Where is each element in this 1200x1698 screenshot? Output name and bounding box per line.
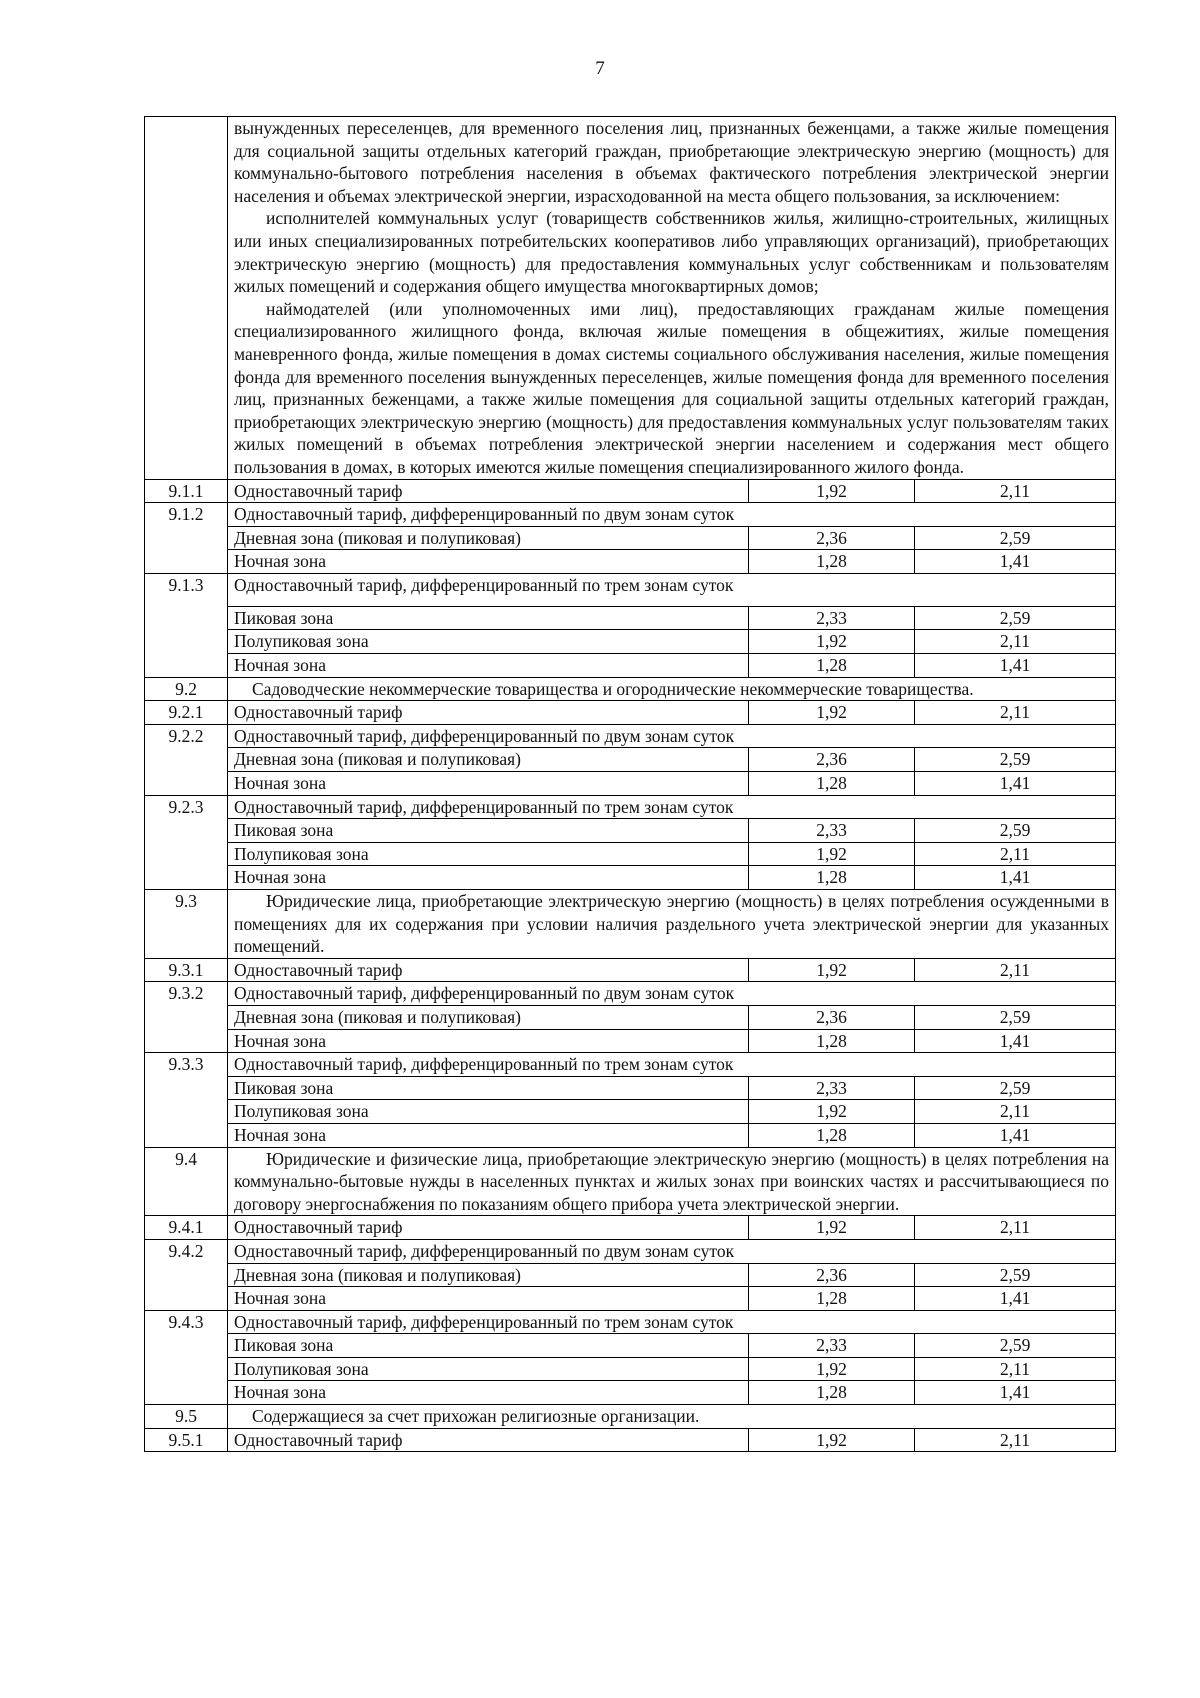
value-2: 2,11 [915,1357,1116,1381]
value-1: 2,36 [749,526,915,550]
table-row [145,1381,1116,1405]
tariff-label: Одноставочный тариф, дифференцированный по двум зонам суток [228,1239,1116,1263]
zone-label: Ночная зона [228,1287,749,1311]
zone-label: Полупиковая зона [228,630,749,654]
intro-text [228,117,1116,480]
value-1: 2,33 [749,1076,915,1100]
table-row [145,630,1116,654]
table-row [145,1428,1116,1452]
value-2: 2,11 [915,701,1116,725]
table-row [145,1123,1116,1147]
value-1: 1,92 [749,1357,915,1381]
value-1: 1,28 [749,772,915,796]
section-title: Садоводческие некоммерческие товарищества и огороднические некоммерческие товарищества. [228,677,1116,701]
zone-label: Ночная зона [228,1029,749,1053]
value-1: 1,28 [749,550,915,574]
item-number: 9.2.3 [145,795,228,889]
value-1: 2,36 [749,1263,915,1287]
table-row [145,701,1116,725]
table-row [145,982,1116,1006]
value-1: 1,92 [749,479,915,503]
page-number: 7 [595,58,605,79]
value-2: 1,41 [915,1381,1116,1405]
zone-label: Ночная зона [228,1123,749,1147]
zone-label: Ночная зона [228,654,749,678]
table-row [145,1334,1116,1358]
value-1: 1,92 [749,958,915,982]
intro-paragraph: вынужденных переселенцев, для временного поселения лиц, признанных беженцами, а также жилые помещения для социальной защиты отдельных категорий граждан, приобретающие электрическую энергию (мощность) для коммунально-бытового потребления населения в объемах фактического потребления электрической энергии населения и объемах электрической энергии, израсходованной на места общего пользования, за исключением: [234,118,1110,206]
zone-label: Пиковая зона [228,1334,749,1358]
zone-label: Пиковая зона [228,819,749,843]
zone-label: Полупиковая зона [228,842,749,866]
table-row [145,526,1116,550]
value-1: 1,28 [749,1029,915,1053]
intro-row [145,117,1116,480]
item-number: 9.1.2 [145,503,228,574]
table-row [145,1357,1116,1381]
tariff-label: Одноставочный тариф [228,958,749,982]
item-number: 9.5 [145,1405,228,1429]
table-row [145,724,1116,748]
section-title: Юридические и физические лица, приобретающие электрическую энергию (мощность) в целях потребления на коммунально-бытовые нужды в населенных пунктах и жилых зонах при воинских частях и рассчитывающиеся по договору энергоснабжения по показаниям общего прибора учета электрической энергии. [228,1147,1116,1216]
table-row [145,1263,1116,1287]
value-1: 1,92 [749,1216,915,1240]
value-1: 1,92 [749,701,915,725]
item-number: 9.5.1 [145,1428,228,1452]
table-row [145,550,1116,574]
value-1: 1,28 [749,1381,915,1405]
item-number: 9.3.3 [145,1053,228,1147]
item-number: 9.4.1 [145,1216,228,1240]
table-row [145,654,1116,678]
value-1: 1,92 [749,1428,915,1452]
item-number: 9.2.1 [145,701,228,725]
item-number: 9.1.3 [145,573,228,677]
tariff-label: Одноставочный тариф, дифференцированный по трем зонам суток [228,795,1116,819]
value-1: 1,28 [749,1287,915,1311]
table-row [145,1287,1116,1311]
value-2: 1,41 [915,772,1116,796]
table-row [145,1216,1116,1240]
tariff-label: Одноставочный тариф, дифференцированный по двум зонам суток [228,503,1116,527]
section-row [145,1147,1116,1216]
value-1: 2,36 [749,748,915,772]
zone-label: Пиковая зона [228,606,749,630]
value-1: 2,33 [749,1334,915,1358]
section-title: Содержащиеся за счет прихожан религиозные организации. [228,1405,1116,1429]
value-1: 1,28 [749,654,915,678]
value-1: 1,92 [749,630,915,654]
item-number: 9.2.2 [145,724,228,795]
table-row [145,1029,1116,1053]
value-2: 2,11 [915,479,1116,503]
value-2: 2,59 [915,1263,1116,1287]
table-row [145,1005,1116,1029]
zone-label: Дневная зона (пиковая и полупиковая) [228,1263,749,1287]
tariff-label: Одноставочный тариф, дифференцированный по трем зонам суток [228,573,1116,606]
item-number: 9.1.1 [145,479,228,503]
table-row [145,1239,1116,1263]
section-row [145,1405,1116,1429]
table-row [145,842,1116,866]
table-row [145,1310,1116,1334]
value-1: 2,33 [749,819,915,843]
zone-label: Пиковая зона [228,1076,749,1100]
tariff-label: Одноставочный тариф [228,701,749,725]
zone-label: Дневная зона (пиковая и полупиковая) [228,526,749,550]
zone-label: Дневная зона (пиковая и полупиковая) [228,1005,749,1029]
zone-label: Полупиковая зона [228,1100,749,1124]
value-2: 2,11 [915,1216,1116,1240]
value-2: 2,11 [915,842,1116,866]
value-2: 2,11 [915,1428,1116,1452]
table-row [145,479,1116,503]
tariff-label: Одноставочный тариф, дифференцированный по трем зонам суток [228,1310,1116,1334]
table-row [145,1076,1116,1100]
tariff-label: Одноставочный тариф [228,479,749,503]
value-2: 2,11 [915,1100,1116,1124]
table-row [145,958,1116,982]
intro-paragraph: наймодателей (или уполномоченных ими лиц), предоставляющих гражданам жилые помещения специализированного жилищного фонда, включая жилые помещения в общежитиях, жилые помещения маневренного фонда, жилые помещения в домах системы социального обслуживания населения, жилые помещения фонда для временного поселения вынужденных переселенцев, жилые помещения фонда для временного поселения лиц, признанных беженцами, а также жилые помещения для социальной защиты отдельных категорий граждан, приобретающих электрическую энергию (мощность) для предоставления коммунальных услуг пользователям таких жилых помещений в объемах потребления электрической энергии населением и содержания мест общего пользования в домах, в которых имеются жилые помещения специализированного жилого фонда. [234,298,1110,477]
item-number: 9.4.3 [145,1310,228,1404]
value-2: 2,59 [915,1005,1116,1029]
zone-label: Ночная зона [228,772,749,796]
value-2: 2,59 [915,748,1116,772]
table-row [145,1100,1116,1124]
value-2: 1,41 [915,866,1116,890]
value-2: 2,59 [915,606,1116,630]
value-2: 1,41 [915,1029,1116,1053]
item-number: 9.4.2 [145,1239,228,1310]
tariff-label: Одноставочный тариф [228,1428,749,1452]
value-2: 2,59 [915,1334,1116,1358]
tariff-label: Одноставочный тариф [228,1216,749,1240]
value-2: 2,59 [915,526,1116,550]
item-number: 9.3.1 [145,958,228,982]
tariff-label: Одноставочный тариф, дифференцированный по двум зонам суток [228,982,1116,1006]
value-1: 2,36 [749,1005,915,1029]
value-2: 2,59 [915,1076,1116,1100]
table-row [145,866,1116,890]
table-row [145,748,1116,772]
value-2: 1,41 [915,654,1116,678]
item-number: 9.4 [145,1147,228,1216]
intro-paragraph: исполнителей коммунальных услуг (товариществ собственников жилья, жилищно-строительных, жилищных или иных специализированных потребительских кооперативов либо управляющих организаций), приобретающих электрическую энергию (мощность) для предоставления коммунальных услуг собственникам и пользователям жилых помещений и содержания общего имущества многоквартирных домов; [234,208,1110,297]
tariff-label: Одноставочный тариф, дифференцированный по трем зонам суток [228,1053,1116,1077]
section-row [145,890,1116,959]
value-2: 1,41 [915,1123,1116,1147]
value-1: 1,92 [749,1100,915,1124]
tariff-table [144,116,1116,1452]
section-title: Юридические лица, приобретающие электрическую энергию (мощность) в целях потребления осужденными в помещениях для их содержания при условии наличия раздельного учета электрической энергии для указанных помещений. [228,890,1116,959]
table-row [145,795,1116,819]
value-1: 1,28 [749,866,915,890]
table-row [145,573,1116,606]
table-row [145,606,1116,630]
table-row [145,503,1116,527]
zone-label: Ночная зона [228,866,749,890]
zone-label: Ночная зона [228,1381,749,1405]
value-2: 1,41 [915,550,1116,574]
item-number: 9.3.2 [145,982,228,1053]
value-1: 2,33 [749,606,915,630]
value-1: 1,92 [749,842,915,866]
value-2: 2,11 [915,958,1116,982]
zone-label: Дневная зона (пиковая и полупиковая) [228,748,749,772]
table-row [145,1053,1116,1077]
tariff-label: Одноставочный тариф, дифференцированный по двум зонам суток [228,724,1116,748]
value-1: 1,28 [749,1123,915,1147]
table-row [145,772,1116,796]
value-2: 1,41 [915,1287,1116,1311]
section-row [145,677,1116,701]
zone-label: Ночная зона [228,550,749,574]
zone-label: Полупиковая зона [228,1357,749,1381]
table-row [145,819,1116,843]
value-2: 2,11 [915,630,1116,654]
value-2: 2,59 [915,819,1116,843]
item-number: 9.3 [145,890,228,959]
item-number: 9.2 [145,677,228,701]
